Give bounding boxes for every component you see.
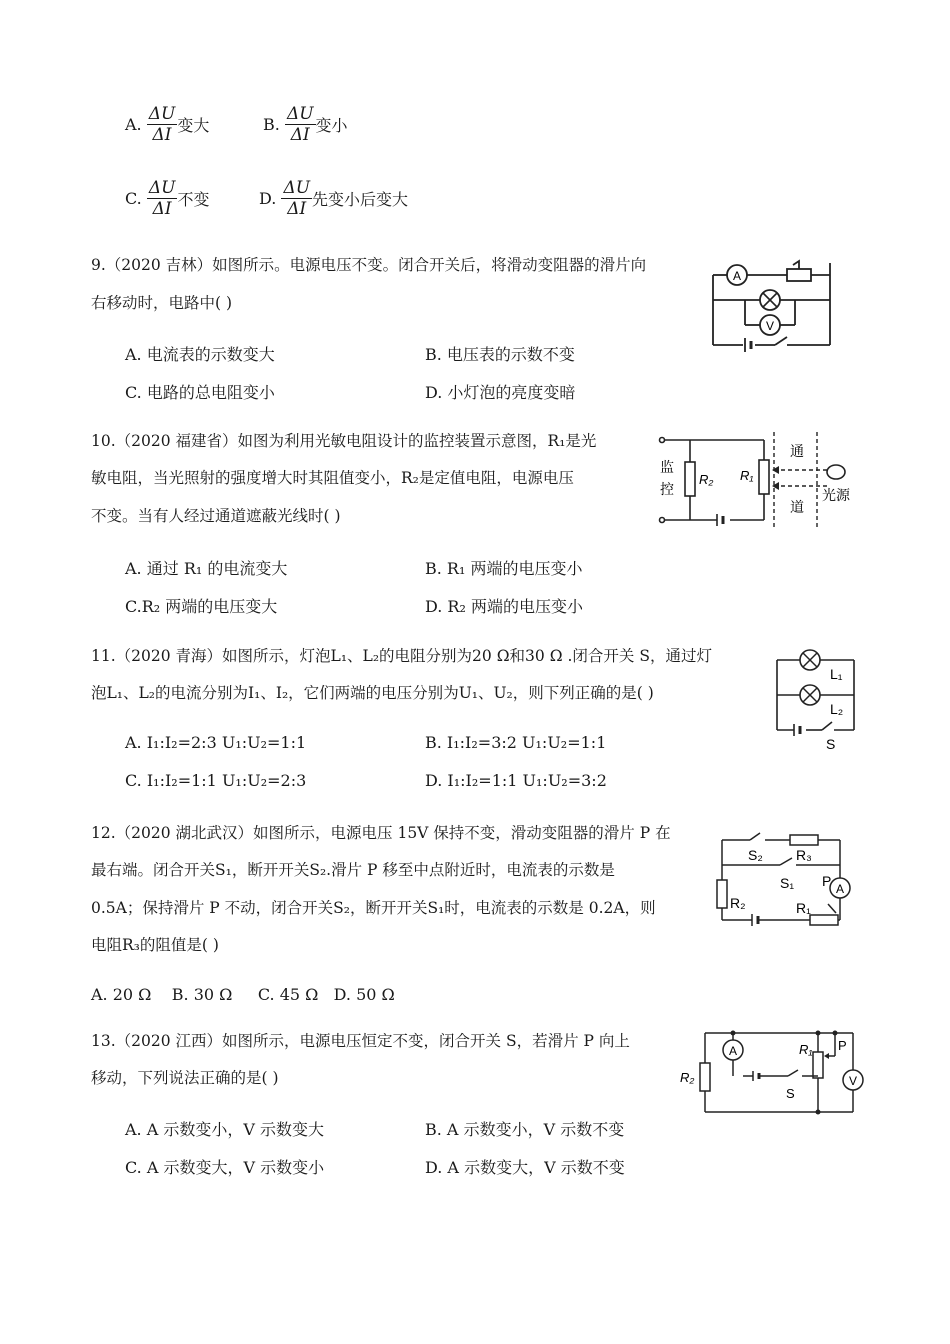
- q11-option-d: D. I₁:I₂=1:1 U₁:U₂=3:2: [425, 771, 607, 790]
- q9-stem-line1: 9.（2020 吉林）如图所示。电源电压不变。闭合开关后，将滑动变阻器的滑片向: [91, 256, 647, 274]
- q12-stem-line1: 12.（2020 湖北武汉）如图所示，电源电压 15V 保持不变，滑动变阻器的滑片 P 在: [91, 824, 671, 842]
- q13-stem-line2: 移动，下列说法正确的是( ): [91, 1069, 279, 1087]
- q13-option-a: A. A 示数变小，V 示数变大: [125, 1120, 325, 1139]
- svg-text:道: 道: [790, 499, 804, 515]
- q9-circuit-diagram: [705, 255, 840, 355]
- svg-text:L₂: L₂: [830, 701, 844, 717]
- q13-circuit-diagram: [678, 1028, 863, 1118]
- q11-stem-line1: 11.（2020 青海）如图所示，灯泡L₁、L₂的电阻分别为20 Ω和30 Ω .闭合开关 S，通过灯: [91, 647, 712, 665]
- svg-text:A: A: [835, 882, 845, 896]
- svg-text:A: A: [732, 269, 742, 283]
- q8-option-b: B. $\frac{\Delta U}{\Delta I}$ 变小: [263, 104, 348, 145]
- svg-text:光源: 光源: [822, 487, 850, 503]
- svg-text:R₁: R₁: [796, 900, 811, 916]
- svg-text:监: 监: [660, 459, 674, 475]
- q12-stem-line3: 0.5A；保持滑片 P 不动，闭合开关S₂，断开开关S₁时，电流表的示数是 0.2A，则: [91, 899, 656, 917]
- q12-stem-line4: 电阻R₃的阻值是( ): [91, 936, 219, 954]
- svg-text:P: P: [838, 1038, 847, 1053]
- q10-stem-line1: 10.（2020 福建省）如图为利用光敏电阻设计的监控装置示意图，R₁是光: [91, 432, 597, 450]
- q11-option-b: B. I₁:I₂=3:2 U₁:U₂=1:1: [425, 733, 607, 752]
- q11-circuit-diagram: [772, 645, 867, 755]
- svg-text:通: 通: [790, 443, 804, 459]
- svg-text:R₂: R₂: [680, 1070, 695, 1085]
- q9-stem-line2: 右移动时，电路中( ): [91, 294, 233, 312]
- q11-option-c: C. I₁:I₂=1:1 U₁:U₂=2:3: [125, 771, 307, 790]
- svg-text:S₁: S₁: [780, 875, 795, 891]
- q9-option-c: C. 电路的总电阻变小: [125, 383, 275, 402]
- q11-option-a: A. I₁:I₂=2:3 U₁:U₂=1:1: [125, 733, 307, 752]
- svg-text:L₁: L₁: [830, 666, 843, 682]
- q10-monitor-diagram: [652, 432, 867, 532]
- light-source-icon: [827, 465, 845, 479]
- delta-fraction: $\frac{\Delta U}{\Delta I}$: [148, 178, 176, 219]
- q12-options: A. 20 Ω B. 30 Ω C. 45 Ω D. 50 Ω: [91, 985, 395, 1004]
- q13-option-d: D. A 示数变大，V 示数不变: [425, 1158, 625, 1177]
- svg-text:P: P: [822, 873, 832, 889]
- delta-fraction: $\frac{\Delta U}{\Delta I}$: [283, 178, 311, 219]
- q8-option-a: A. $\frac{\Delta U}{\Delta I}$ 变大: [125, 104, 210, 145]
- q9-option-d: D. 小灯泡的亮度变暗: [425, 383, 576, 402]
- svg-text:R₃: R₃: [796, 847, 812, 863]
- q13-stem-line1: 13.（2020 江西）如图所示，电源电压恒定不变，闭合开关 S，若滑片 P 向上: [91, 1032, 630, 1050]
- q10-option-a: A. 通过 R₁ 的电流变大: [125, 559, 288, 578]
- q13-option-c: C. A 示数变大，V 示数变小: [125, 1158, 325, 1177]
- svg-text:S₂: S₂: [748, 847, 763, 863]
- svg-text:R₂: R₂: [699, 472, 714, 487]
- q11-stem-line2: 泡L₁、L₂的电流分别为I₁、I₂，它们两端的电压分别为U₁、U₂，则下列正确的是( ): [91, 684, 654, 702]
- svg-text:R₂: R₂: [730, 895, 746, 911]
- svg-text:控: 控: [660, 481, 674, 497]
- delta-fraction: $\frac{\Delta U}{\Delta I}$: [286, 104, 314, 145]
- q9-option-b: B. 电压表的示数不变: [425, 345, 575, 364]
- q12-circuit-diagram: [710, 820, 865, 930]
- q8-option-c: C. $\frac{\Delta U}{\Delta I}$ 不变: [125, 178, 210, 219]
- svg-text:A: A: [728, 1044, 738, 1058]
- q10-option-c: C.R₂ 两端的电压变大: [125, 597, 278, 616]
- q10-option-d: D. R₂ 两端的电压变小: [425, 597, 583, 616]
- svg-text:S: S: [786, 1086, 795, 1101]
- svg-text:R₁: R₁: [740, 468, 754, 483]
- q10-stem-line2: 敏电阻，当光照射的强度增大时其阻值变小，R₂是定值电阻，电源电压: [91, 469, 574, 487]
- delta-fraction: $\frac{\Delta U}{\Delta I}$: [148, 104, 176, 145]
- q12-stem-line2: 最右端。闭合开关S₁，断开开关S₂.滑片 P 移至中点附近时，电流表的示数是: [91, 861, 615, 879]
- q8-option-d: D. $\frac{\Delta U}{\Delta I}$ 先变小后变大: [259, 178, 409, 219]
- q13-option-b: B. A 示数变小，V 示数不变: [425, 1120, 625, 1139]
- q10-option-b: B. R₁ 两端的电压变小: [425, 559, 583, 578]
- q10-stem-line3: 不变。当有人经过通道遮蔽光线时( ): [91, 507, 341, 525]
- q9-option-a: A. 电流表的示数变大: [125, 345, 275, 364]
- svg-text:S: S: [826, 736, 836, 752]
- svg-text:R₁: R₁: [799, 1042, 813, 1057]
- svg-text:V: V: [765, 319, 775, 333]
- svg-text:V: V: [848, 1074, 858, 1088]
